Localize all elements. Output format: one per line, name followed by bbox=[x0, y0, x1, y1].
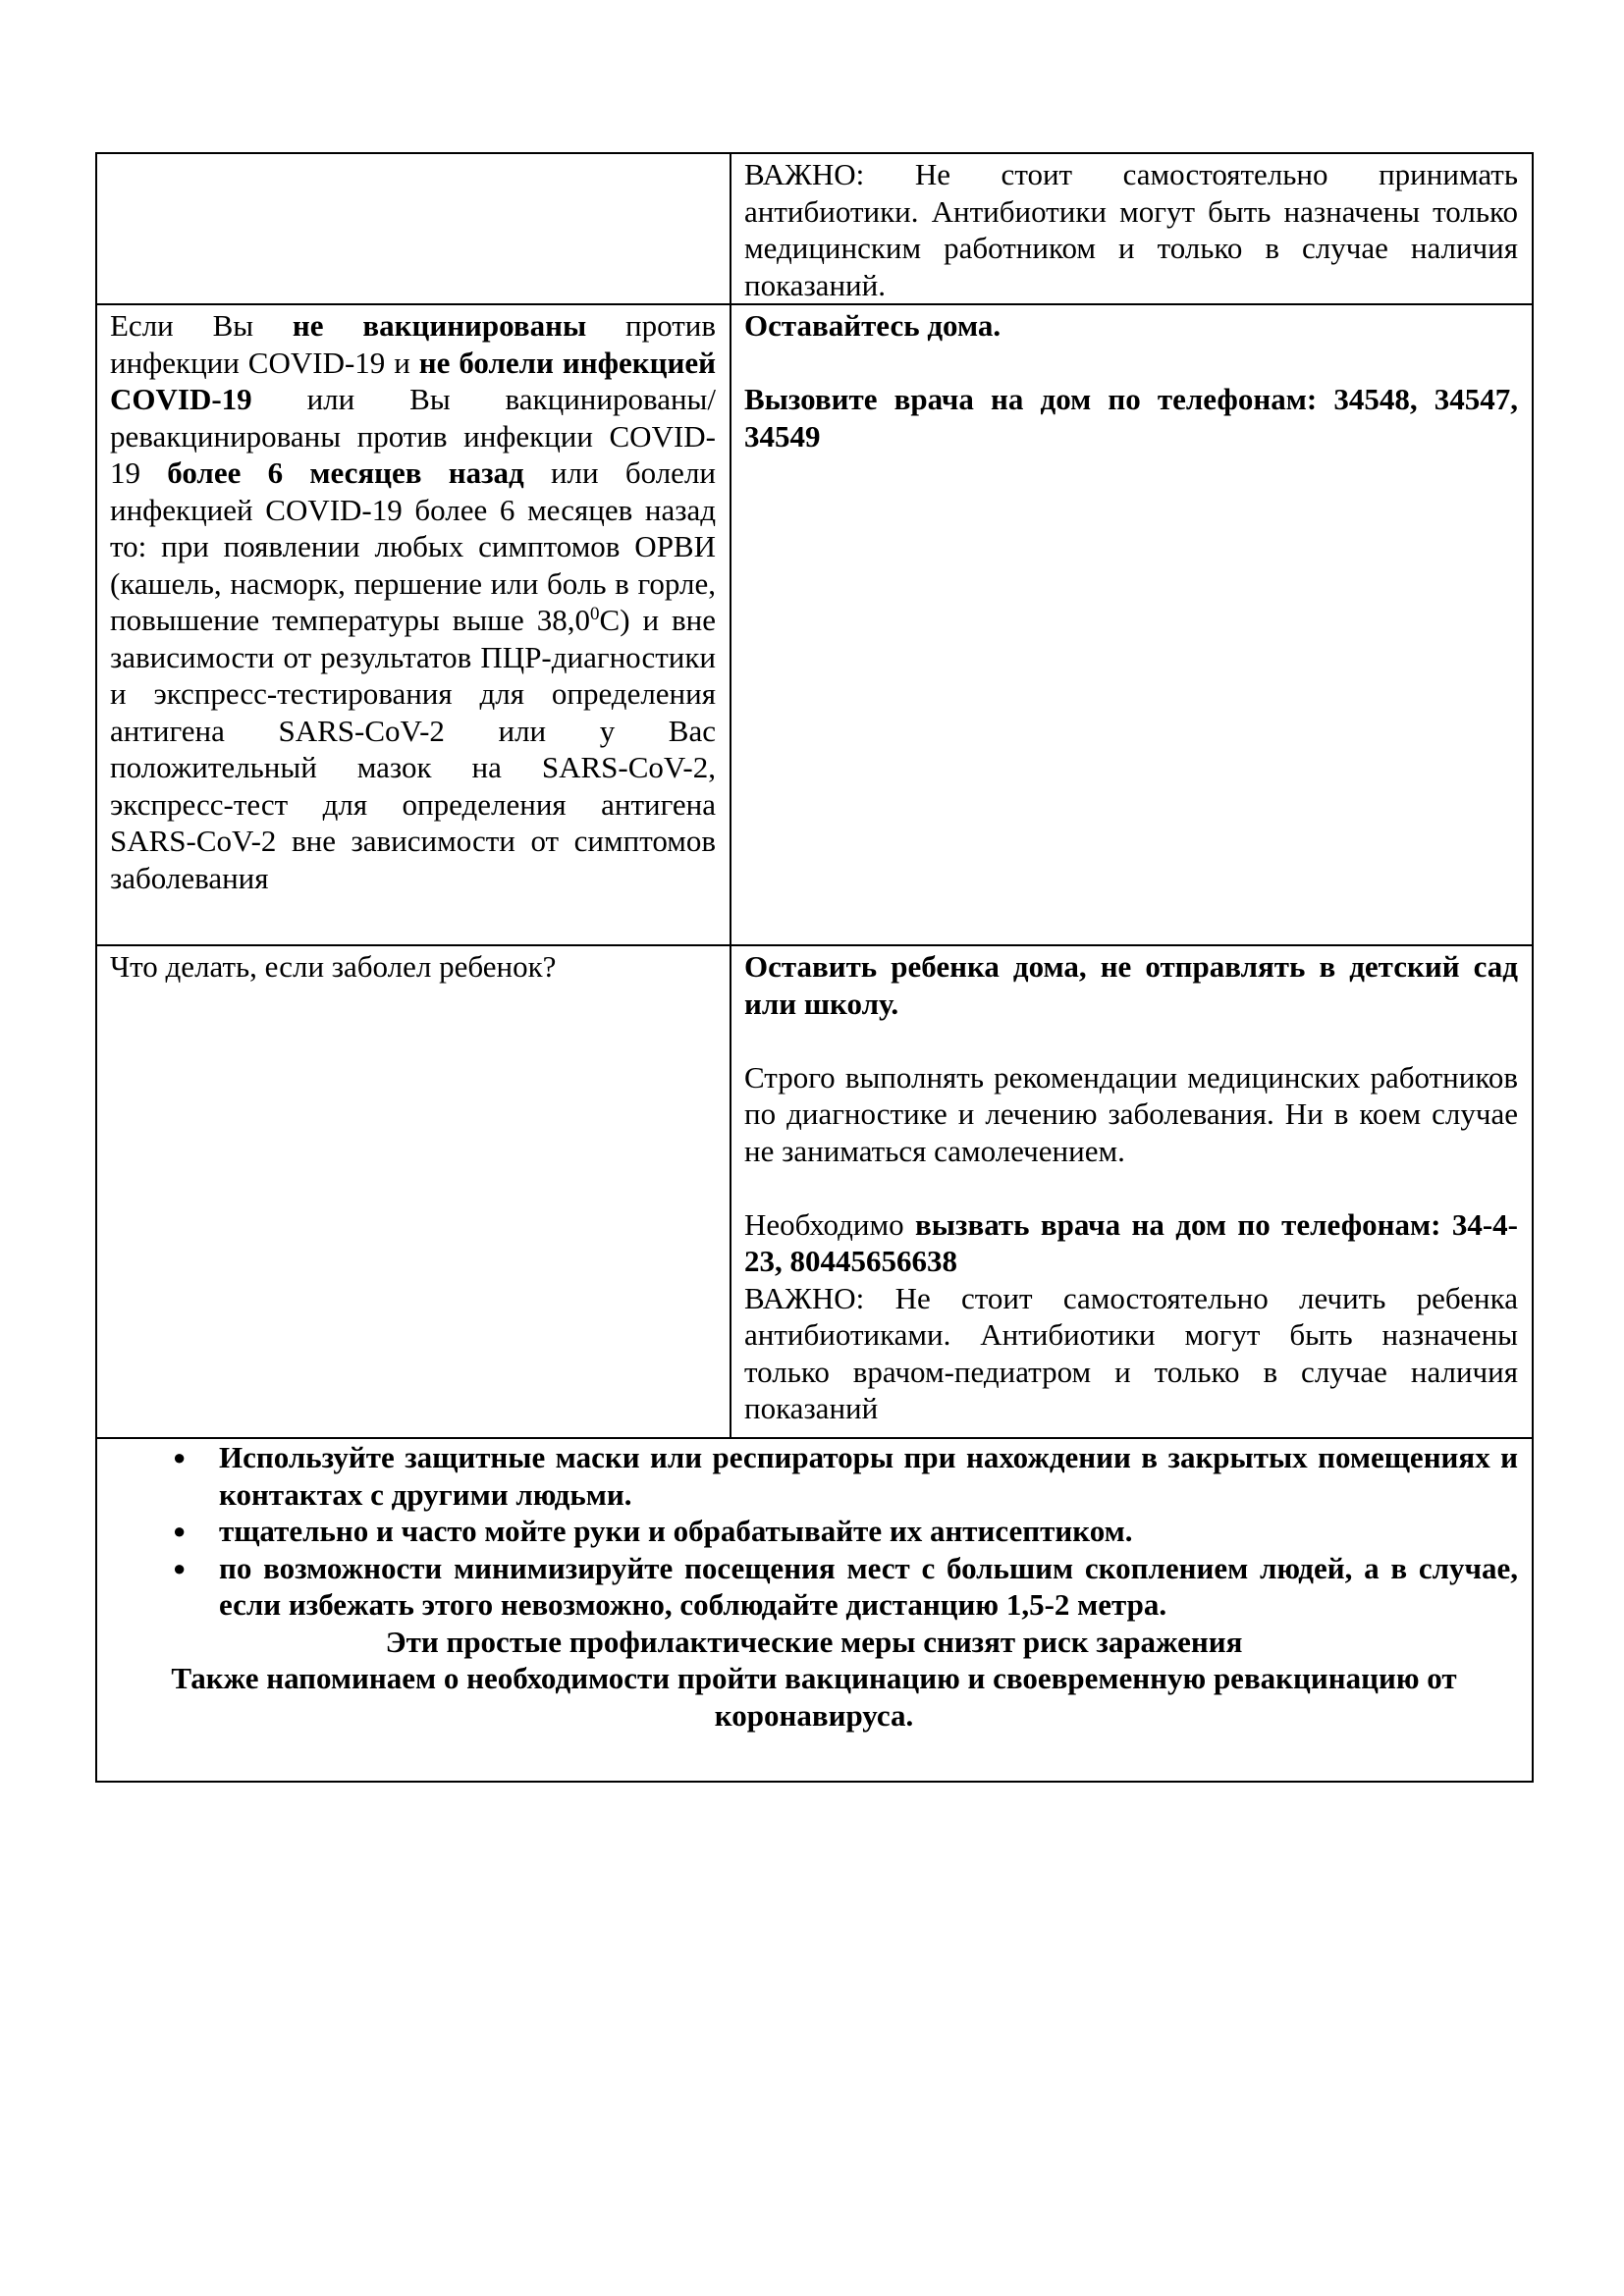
superscript: 0 bbox=[590, 604, 600, 624]
table-cell-child-instructions bbox=[731, 945, 1533, 1438]
table-cell-child-question bbox=[96, 945, 731, 1438]
bullet-icon: ● bbox=[173, 1555, 187, 1580]
vaccination-reminder: Также напоминаем о необходимости пройти вакцинацию и своевременную ревакцинацию от коронавируса. bbox=[171, 1661, 1457, 1733]
list-item-text: по возможности минимизируйте посещения мест с большим скоплением людей, а в случае, если избежать этого невозможно, соблюдайте дистанцию 1,5-2 метра. bbox=[219, 1550, 1518, 1622]
child-antibiotics-warning-text: ВАЖНО: Не стоит самостоятельно лечить ребенка антибиотиками. Антибиотики могут быть назначены только врачом-педиатром и только в случае наличия показаний bbox=[744, 1280, 1518, 1425]
table-cell-antibiotics-warning bbox=[731, 153, 1533, 304]
text-span: или болели инфекцией COVID-19 более 6 месяцев назад то: при появлении любых симптомов ОРВИ (кашель, насморк, першение или боль в горле, повышение температуры выше 38,0 bbox=[110, 455, 716, 637]
text-span: против инфекции COVID-19 и bbox=[110, 308, 716, 380]
antibiotics-warning-text: ВАЖНО: Не стоит самостоятельно принимать антибиотики. Антибиотики могут быть назначены только медицинским работником и только в случае наличия показаний. bbox=[744, 157, 1518, 302]
list-item bbox=[173, 1439, 1518, 1513]
table-row bbox=[96, 153, 1533, 304]
child-question-text: Что делать, если заболел ребенок? bbox=[110, 949, 557, 984]
bold-span: более 6 месяцев назад bbox=[167, 455, 524, 490]
table-row bbox=[96, 1438, 1533, 1782]
prevention-summary: Эти простые профилактические меры снизят риск заражения bbox=[385, 1624, 1243, 1659]
follow-recommendations-text: Строго выполнять рекомендации медицинских работников по диагностике и лечению заболевания. Ни в коем случае не заниматься самолечением. bbox=[744, 1059, 1518, 1168]
stay-home-text: Оставайтесь дома. bbox=[744, 308, 1001, 343]
call-doctor-text: Вызовите врача на дом по телефонам: 34548, 34547, 34549 bbox=[744, 382, 1518, 454]
keep-child-home-text: Оставить ребенка дома, не отправлять в детский сад или школу. bbox=[744, 949, 1518, 1021]
list-item bbox=[173, 1513, 1518, 1550]
text-span: Необходимо bbox=[744, 1206, 916, 1242]
prevention-list bbox=[110, 1439, 1518, 1624]
list-item-text: Используйте защитные маски или респираторы при нахождении в закрытых помещениях и контактах с другими людьми. bbox=[219, 1440, 1518, 1512]
table-row bbox=[96, 945, 1533, 1438]
call-pediatrician-text bbox=[744, 1206, 1518, 1280]
bullet-icon: ● bbox=[173, 1519, 187, 1543]
bold-span: не вакцинированы bbox=[292, 308, 587, 343]
bold-span: вызвать врача на дом по телефонам: 34-4-23, 80445656638 bbox=[744, 1206, 1518, 1278]
table-row bbox=[96, 304, 1533, 945]
table-cell-empty bbox=[96, 153, 731, 304]
bullet-icon: ● bbox=[173, 1445, 187, 1469]
bold-span: не болели инфекцией COVID-19 bbox=[110, 345, 716, 416]
text-span: Если Вы bbox=[110, 308, 293, 343]
list-item-text: тщательно и часто мойте руки и обрабатывайте их антисептиком. bbox=[219, 1514, 1133, 1548]
table-cell-stay-home bbox=[731, 304, 1533, 945]
text-span: С) и вне зависимости от результатов ПЦР-диагностики и экспресс-тестирования для определения антигена SARS-CoV-2 или у Вас положительный мазок на SARS-CoV-2, экспресс-тест для определения антигена SARS-CoV-2 вне зависимости от симптомов заболевания bbox=[110, 603, 717, 895]
table-cell-conditions bbox=[96, 304, 731, 945]
conditions-text bbox=[110, 307, 716, 896]
table-cell-prevention bbox=[96, 1438, 1533, 1782]
text-span: или Вы вакцинированы/ ревакцинированы против инфекции COVID-19 bbox=[110, 382, 716, 490]
info-table bbox=[95, 152, 1534, 1783]
list-item bbox=[173, 1550, 1518, 1624]
